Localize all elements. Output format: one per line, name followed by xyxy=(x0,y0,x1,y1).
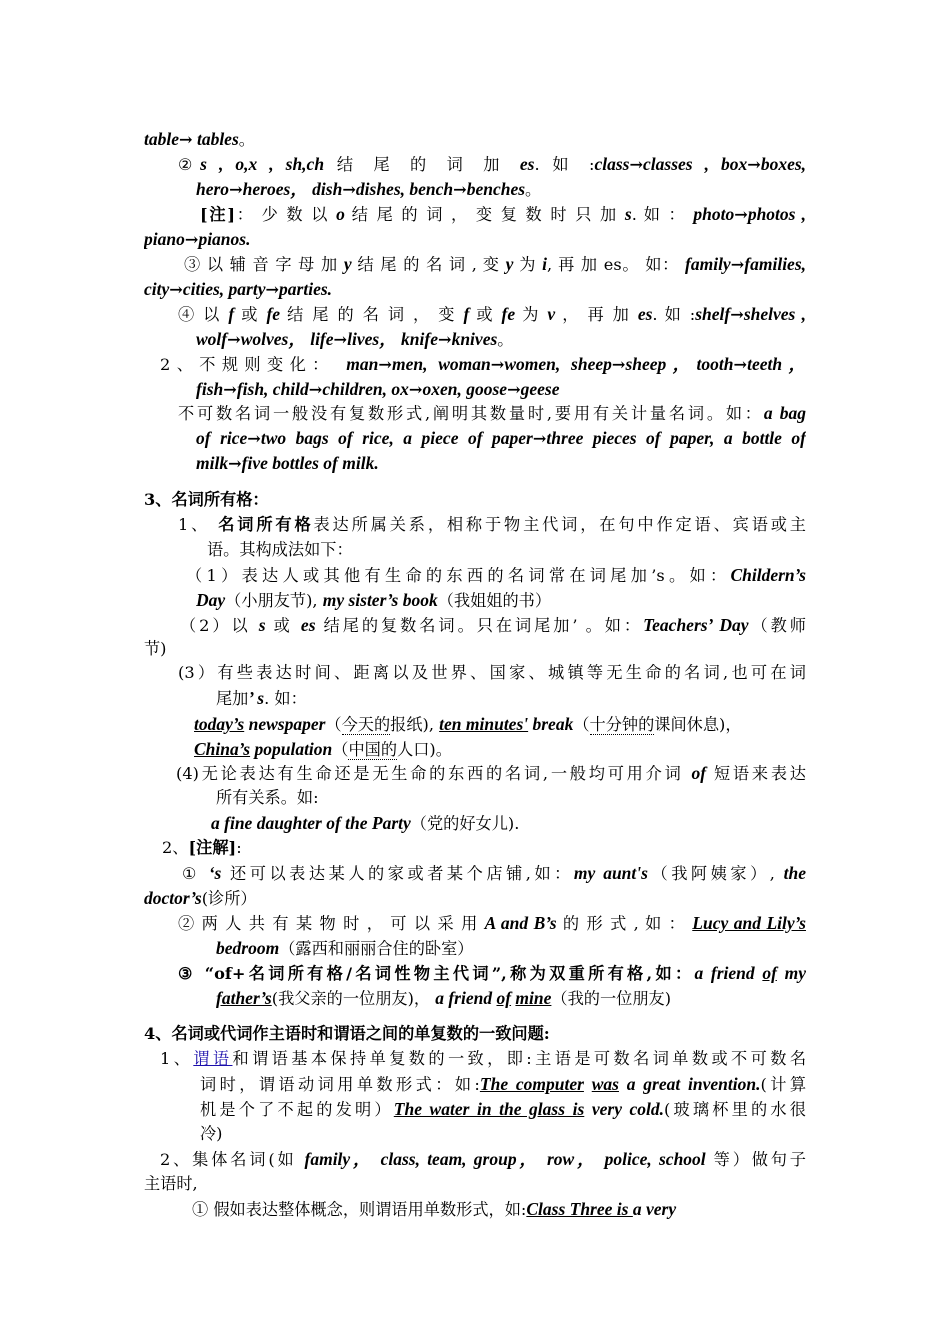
text-run: newspaper xyxy=(244,714,326,734)
text-run: 为 xyxy=(513,255,543,274)
text-run: benches xyxy=(466,179,526,199)
text-line xyxy=(160,1147,806,1172)
text-run: （小朋友节), xyxy=(225,591,323,610)
text-run: men, woman xyxy=(391,354,491,374)
text-run: , 再 加 es。 如： xyxy=(547,255,686,274)
text-line xyxy=(200,1097,806,1122)
text-run: dishes, bench xyxy=(355,179,454,199)
text-run: geese xyxy=(520,379,560,399)
text-line xyxy=(216,686,806,711)
text-run: ， 再 加 xyxy=(555,305,638,324)
text-run: ④ 以 xyxy=(178,305,229,324)
text-run: 主语时, xyxy=(144,1174,198,1193)
text-line xyxy=(144,637,806,661)
text-run: → xyxy=(265,280,280,299)
text-run: 短语来表达 xyxy=(706,764,806,783)
text-run: classes , box xyxy=(643,154,748,174)
text-line xyxy=(178,302,806,327)
text-run: teeth， xyxy=(747,354,806,374)
text-line xyxy=(182,861,806,886)
text-run: women, sheep xyxy=(504,354,612,374)
text-run: heroes， dish xyxy=(242,179,343,199)
text-run: fish, child xyxy=(236,379,309,399)
text-line xyxy=(162,836,806,860)
text-run: （教师 xyxy=(748,616,806,635)
text-run: my xyxy=(776,963,806,983)
text-line xyxy=(160,352,806,377)
text-run: → xyxy=(733,355,748,374)
text-run: fe xyxy=(501,304,516,324)
text-line xyxy=(178,513,806,537)
text-run: (玻璃杯里的水很 xyxy=(664,1100,806,1119)
text-line xyxy=(216,986,806,1011)
text-run: 节) xyxy=(144,639,167,658)
text-run: Teachers’ Day xyxy=(643,615,749,635)
text-run: break xyxy=(528,714,574,734)
text-run: 冷) xyxy=(200,1124,223,1143)
text-run: → xyxy=(730,305,744,324)
text-run: 4、名词或代词作主语时和谓语之间的单复数的一致问题: xyxy=(144,1024,550,1043)
text-line xyxy=(194,712,806,737)
text-run: table xyxy=(144,129,179,149)
text-run: 。 xyxy=(497,330,514,349)
text-run: doctor’s xyxy=(144,888,202,908)
text-run: y xyxy=(505,254,514,274)
text-run: s xyxy=(624,204,632,224)
text-line xyxy=(207,538,806,562)
text-run: shelf xyxy=(695,304,731,324)
text-run: ① xyxy=(182,864,209,883)
text-run: children, ox xyxy=(322,379,409,399)
text-run: a friend xyxy=(694,963,763,983)
text-run: ten minutes' xyxy=(439,714,529,734)
text-run: f xyxy=(228,304,235,324)
text-run: 还可以表达某人的家或者某个店铺,如： xyxy=(221,864,574,883)
text-run: . 如 : xyxy=(534,155,595,174)
text-line xyxy=(144,488,806,512)
text-line xyxy=(194,737,806,762)
text-line xyxy=(160,1047,806,1071)
text-run: （我姐姐的书） xyxy=(437,591,552,610)
text-run: the xyxy=(783,863,806,883)
text-run: fe xyxy=(266,304,281,324)
text-run: population xyxy=(250,739,333,759)
text-run: sheep，tooth xyxy=(625,354,734,374)
text-run: 的 形 式 , 如 ： xyxy=(556,914,693,933)
text-line xyxy=(186,563,806,588)
text-run: 结尾的复数名词。只在词尾加’ 。如： xyxy=(315,616,644,635)
text-line xyxy=(196,177,806,202)
text-run: [注解] xyxy=(188,838,237,857)
text-run: of xyxy=(762,963,777,983)
text-line xyxy=(196,327,806,352)
text-run: my sister’s book xyxy=(322,590,438,610)
text-run: was xyxy=(591,1074,619,1094)
text-run: ： 少 数 以 xyxy=(235,205,337,224)
text-line xyxy=(178,401,806,426)
text-run: of xyxy=(496,988,512,1008)
text-line xyxy=(178,911,806,936)
text-run: y xyxy=(343,254,352,274)
text-run: 十分钟的 xyxy=(589,715,655,734)
text-run: a friend xyxy=(435,988,497,1008)
text-run: 今天的 xyxy=(341,715,391,734)
text-run: → xyxy=(438,330,452,349)
text-run: piano xyxy=(144,229,185,249)
text-run: es xyxy=(300,615,316,635)
text-run: 2、不规则变化： xyxy=(160,355,347,374)
text-run: 结 尾 的 词 ， 变 复 数 时 只 加 xyxy=(344,205,625,224)
text-run: → xyxy=(730,255,745,274)
text-line xyxy=(178,661,806,685)
text-run: 3、名词所有格： xyxy=(144,490,269,509)
text-run: my aunt's xyxy=(573,863,648,883)
text-run: The computer xyxy=(479,1074,584,1094)
text-line xyxy=(200,1072,806,1097)
text-run: a fine daughter of the Party xyxy=(211,813,411,833)
text-run: → xyxy=(507,380,521,399)
text-run: （1）表达人或其他有生命的东西的名词常在词尾加’s。如： xyxy=(186,566,731,585)
text-run: → xyxy=(342,180,356,199)
text-run: ③ 以 辅 音 字 母 加 xyxy=(184,255,344,274)
text-run: Childern’s xyxy=(730,565,806,585)
text-run: → xyxy=(378,355,392,374)
text-run: photo xyxy=(693,204,735,224)
text-run: A and B’s xyxy=(484,913,557,933)
text-run: 1、 xyxy=(178,515,219,534)
text-run: → xyxy=(169,280,183,299)
text-run: s , o,x , sh,ch xyxy=(200,154,325,174)
text-run: (3）有些表达时间、距离以及世界、国家、城镇等无生命的名词,也可在词 xyxy=(178,663,806,682)
text-run: → xyxy=(408,380,423,399)
text-run: 或 xyxy=(265,616,301,635)
text-run: 不可数名词一般没有复数形式,阐明其数量时,要用有关计量名词。如： xyxy=(178,404,764,423)
text-run: → xyxy=(629,155,644,174)
text-run: 报纸), xyxy=(390,715,440,734)
text-run: （2）以 xyxy=(180,616,259,635)
text-line xyxy=(200,202,806,227)
text-run: （ xyxy=(325,715,342,734)
text-run: → xyxy=(747,155,761,174)
text-run: city xyxy=(144,279,170,299)
text-line xyxy=(144,886,806,911)
text-run: very cold. xyxy=(584,1099,665,1119)
text-run: pianos. xyxy=(198,229,251,249)
text-run: (4)无论表达有生命还是无生命的东西的名词,一般均可用介词 xyxy=(176,764,692,783)
text-line xyxy=(216,786,806,810)
text-run: three pieces of paper, a bottle of xyxy=(546,428,806,448)
text-run: 中国的 xyxy=(348,740,398,759)
text-run: lives， knife xyxy=(347,329,438,349)
text-run xyxy=(584,1074,592,1094)
text-line xyxy=(216,936,806,961)
text-run: s xyxy=(258,615,266,635)
text-run: Lucy and Lily’s xyxy=(692,913,806,933)
text-run: : xyxy=(236,838,242,857)
text-run: cities, party xyxy=(182,279,266,299)
text-run: 结 尾 的 名 词 , 变 xyxy=(351,255,506,274)
text-run: 尾加 xyxy=(216,689,249,708)
text-run: 或 xyxy=(469,305,502,324)
text-line xyxy=(176,761,806,786)
text-line xyxy=(196,588,806,613)
text-run: parties. xyxy=(279,279,333,299)
text-run: oxen, goose xyxy=(422,379,508,399)
text-run: 词时，谓语动词用单数形式：如: xyxy=(200,1075,480,1094)
text-run: → xyxy=(229,180,243,199)
text-run: photos , xyxy=(747,204,806,224)
text-run: 等）做句子 xyxy=(705,1150,806,1169)
text-run: 为 xyxy=(515,305,548,324)
text-run: → xyxy=(247,429,261,448)
text-line xyxy=(144,127,806,152)
text-run: （ xyxy=(332,740,349,759)
text-run: es xyxy=(519,154,535,174)
text-run: man xyxy=(346,354,379,374)
text-run: milk xyxy=(196,453,229,473)
text-run: 名词所有格 xyxy=(218,515,314,534)
text-run: 2、集体名词(如 xyxy=(160,1150,305,1169)
text-run: ’ s xyxy=(248,688,265,708)
text-run: of xyxy=(691,763,707,783)
text-line xyxy=(196,426,806,451)
text-run: f xyxy=(463,304,470,324)
text-line xyxy=(144,227,806,252)
text-run: five bottles of milk. xyxy=(241,453,379,473)
text-run: 。 xyxy=(238,130,255,149)
text-run: 结 尾 的 名 词 ， 变 xyxy=(280,305,464,324)
text-run: → xyxy=(228,454,242,473)
text-run: 2、 xyxy=(162,838,189,857)
text-line xyxy=(178,152,806,177)
text-run: The water in the glass is xyxy=(393,1099,585,1119)
text-run: class xyxy=(594,154,630,174)
text-run: i xyxy=(542,254,548,274)
text-run: 和谓语基本保持单复数的一致，即:主语是可数名词单数或不可数名 xyxy=(232,1049,806,1068)
text-run: 结 尾 的 词 加 xyxy=(324,155,520,174)
text-line xyxy=(180,613,806,638)
text-run: (计算 xyxy=(760,1075,806,1094)
text-run: 。 xyxy=(525,180,542,199)
text-run: ‘s xyxy=(208,863,222,883)
text-run: . 如： xyxy=(264,689,307,708)
text-run: → xyxy=(333,330,348,349)
text-run: boxes, xyxy=(760,154,806,174)
text-run: o xyxy=(336,204,345,224)
text-run: wolves， life xyxy=(240,329,334,349)
text-line xyxy=(144,277,806,302)
text-run: . 如 : xyxy=(652,305,696,324)
text-run: → xyxy=(223,380,237,399)
text-run: tables xyxy=(192,129,239,149)
text-line xyxy=(178,961,806,986)
text-line xyxy=(144,1172,806,1196)
text-line xyxy=(196,451,806,476)
text-run: ① 假如表达整体概念，则谓语用单数形式，如: xyxy=(192,1200,527,1219)
text-run: bedroom xyxy=(216,938,280,958)
text-run: a great invention. xyxy=(618,1074,761,1094)
text-run: 1、 xyxy=(160,1049,194,1068)
text-run: two bags of rice, a piece of paper xyxy=(260,428,533,448)
text-run: . 如 ： xyxy=(631,205,694,224)
text-run: knives xyxy=(451,329,498,349)
text-run: 机是个了不起的发明） xyxy=(200,1100,394,1119)
text-run: a bag xyxy=(763,403,806,423)
text-run: (诊所） xyxy=(201,889,257,908)
text-run: a very xyxy=(632,1199,677,1219)
text-run: Class Three is xyxy=(526,1199,633,1219)
text-run: （我的一位朋友) xyxy=(551,989,672,1008)
text-run: ③ “of+名词所有格/名词性物主代词”,称为双重所有格,如： xyxy=(178,964,695,983)
text-run: shelves , xyxy=(743,304,806,324)
text-run: hero xyxy=(196,179,230,199)
text-run: ② xyxy=(178,155,201,174)
link[interactable]: 谓语 xyxy=(193,1049,233,1068)
text-run: 人口)。 xyxy=(397,740,452,759)
text-run: fish xyxy=(196,379,224,399)
text-run: father’s xyxy=(216,988,272,1008)
text-run: families, xyxy=(744,254,806,274)
text-line xyxy=(144,1022,806,1046)
text-run: → xyxy=(308,380,323,399)
text-run: family xyxy=(685,254,731,274)
text-run: today’s xyxy=(194,714,245,734)
text-line xyxy=(211,811,806,836)
text-run: → xyxy=(179,130,193,149)
text-run: wolf xyxy=(196,329,228,349)
text-run: es xyxy=(637,304,653,324)
text-run: → xyxy=(490,355,505,374)
text-run: → xyxy=(227,330,241,349)
text-run: family， class, team, group， row， police, school xyxy=(304,1149,706,1169)
text-run: 所有关系。如: xyxy=(216,788,319,807)
text-run: （露西和丽丽合住的卧室） xyxy=(279,939,474,958)
text-run: → xyxy=(453,180,467,199)
text-run: China’s xyxy=(194,739,251,759)
text-line xyxy=(200,1122,806,1146)
text-run: 语。其构成法如下： xyxy=(207,540,353,559)
text-run: [注] xyxy=(200,205,236,224)
text-run: → xyxy=(611,355,626,374)
text-run: 表达所属关系，相称于物主代词，在句中作定语、宾语或主 xyxy=(313,515,806,534)
text-run: v xyxy=(547,304,556,324)
text-run: 或 xyxy=(234,305,267,324)
text-run: of rice xyxy=(196,428,248,448)
text-line xyxy=(184,252,806,277)
text-line xyxy=(192,1197,806,1222)
text-run: → xyxy=(734,205,748,224)
text-run: mine xyxy=(515,988,552,1008)
text-run: （我阿姨家）, xyxy=(647,864,784,883)
text-run: Day xyxy=(196,590,226,610)
text-run: → xyxy=(184,230,199,249)
text-run: ② 两 人 共 有 某 物 时 ， 可 以 采 用 xyxy=(178,914,485,933)
text-run: （ xyxy=(573,715,590,734)
text-run: (我父亲的一位朋友)， xyxy=(271,989,436,1008)
text-line xyxy=(196,377,806,402)
text-run: → xyxy=(532,429,547,448)
text-run: 课间休息)， xyxy=(654,715,742,734)
text-run: （党的好女儿). xyxy=(410,814,520,833)
